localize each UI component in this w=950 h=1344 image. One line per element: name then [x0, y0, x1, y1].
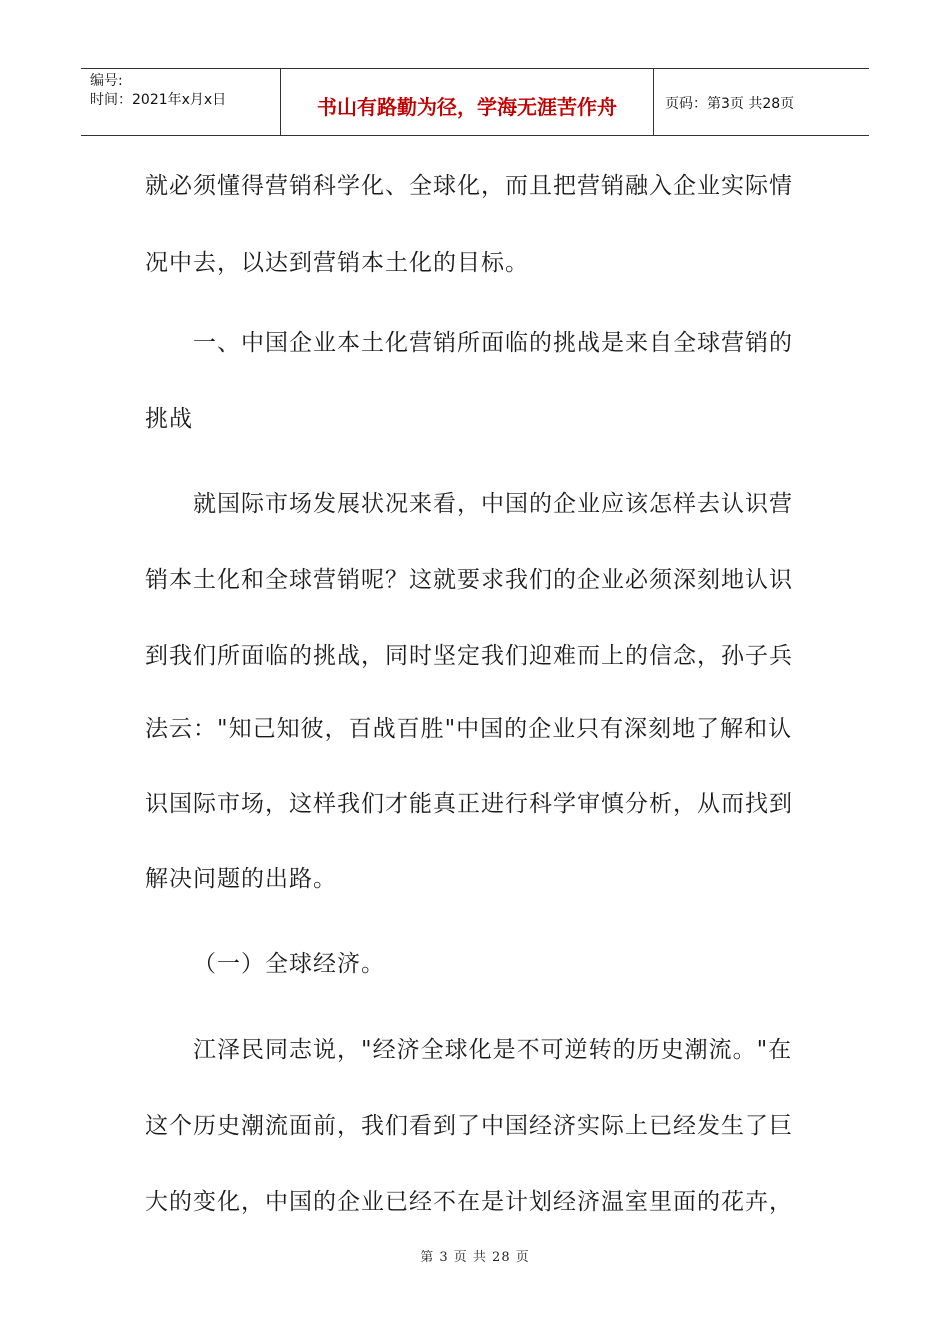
body-line: 大的变化，中国的企业已经不在是计划经济温室里面的花卉，: [145, 1189, 793, 1215]
page-footer: 第 3 页 共 28 页: [420, 1250, 530, 1265]
header-meta: [81, 69, 281, 135]
body-line: 销本土化和全球营销呢？这就要求我们的企业必须深刻地认识: [145, 567, 793, 593]
body-line: 到我们所面临的挑战，同时坚定我们迎难而上的信念，孙子兵: [145, 643, 793, 669]
body-line: 就必须懂得营销科学化、全球化，而且把营销融入企业实际情: [145, 173, 793, 199]
body-line: 况中去，以达到营销本土化的目标。: [145, 250, 529, 276]
section-heading: 一、中国企业本土化营销所面临的挑战是来自全球营销的: [193, 330, 793, 356]
body-line: 法云："知己知彼，百战百胜"中国的企业只有深刻地了解和认: [145, 716, 793, 742]
header-page-info: 页码：第3页 共28页: [665, 96, 795, 112]
body-line: 就国际市场发展状况来看，中国的企业应该怎样去认识营: [193, 491, 793, 517]
body-line: 江泽民同志说，"经济全球化是不可逆转的历史潮流。"在: [193, 1037, 793, 1063]
header-motto: 书山有路勤为径，学海无涯苦作舟: [281, 69, 654, 135]
body-line: 识国际市场，这样我们才能真正进行科学审慎分析，从而找到: [145, 791, 793, 817]
subsection-heading: （一）全球经济。: [193, 951, 385, 977]
body-line: 解决问题的出路。: [145, 866, 337, 892]
page-header: [81, 68, 869, 136]
document-number-label: 编号:: [90, 73, 123, 89]
body-line: 这个历史潮流面前，我们看到了中国经济实际上已经发生了巨: [145, 1113, 793, 1139]
body-line: 挑战: [145, 406, 193, 432]
document-date: 时间：2021年x月x日: [90, 92, 227, 108]
